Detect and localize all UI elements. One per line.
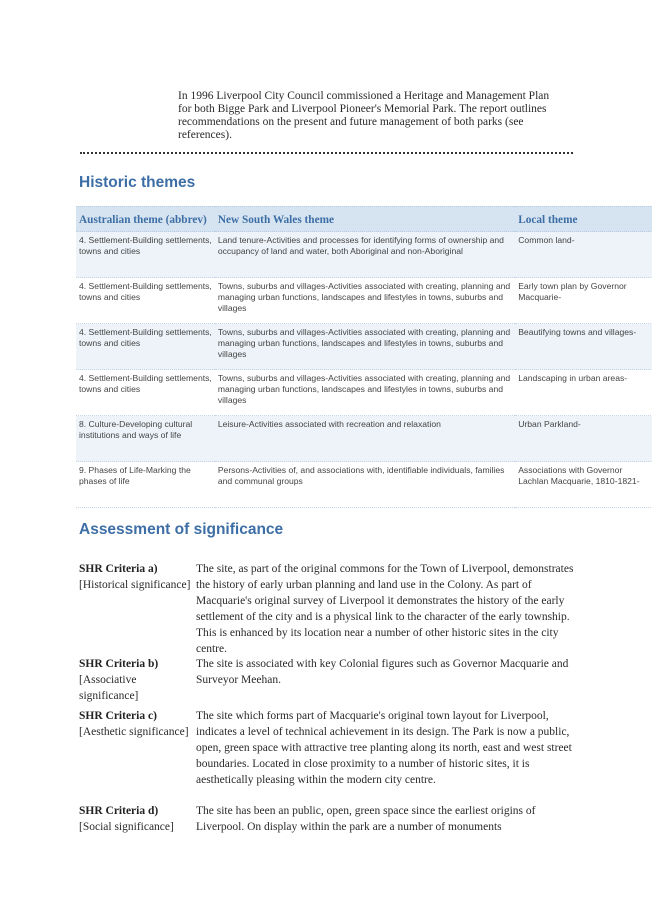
local-theme-cell: Urban Parkland-: [515, 416, 652, 462]
criteria-label: [79, 804, 191, 836]
table-header-row: [76, 206, 652, 232]
table-row: [76, 324, 652, 370]
criteria-title: SHR Criteria a): [79, 563, 158, 575]
criteria-text: The site has been an public, open, green space since the earliest origins of Liverpool. On display within the park are a number of monuments: [196, 805, 536, 833]
local-theme-cell: Associations with Governor Lachlan Macquarie, 1810-1821-: [515, 462, 652, 508]
criteria-label: [79, 657, 191, 705]
table-row: [76, 462, 652, 508]
criteria-title: SHR Criteria c): [79, 710, 157, 722]
criteria-text: The site is associated with key Colonial figures such as Governor Macquarie and Surveyor Meehan.: [196, 658, 569, 686]
table-row: [76, 416, 652, 462]
historic-themes-heading: Historic themes: [79, 174, 196, 191]
australian-theme-cell: 4. Settlement-Building settlements, towns and cities: [76, 370, 215, 416]
criteria-text: The site which forms part of Macquarie's original town layout for Liverpool, indicates a level of technical achievement in its design. The Park is now a public, open, green space with attractive tree planting along its north, east and west street boundaries. Located in close proximity to a number of historic sites, it is aesthetically pleasing within the modern city centre.: [196, 710, 572, 786]
criteria-label: [79, 562, 191, 594]
nsw-theme-cell: Leisure-Activities associated with recreation and relaxation: [215, 416, 515, 462]
local-theme-cell: Beautifying towns and villages-: [515, 324, 652, 370]
column-header-local-theme: Local theme: [515, 206, 652, 232]
australian-theme-cell: 4. Settlement-Building settlements, towns and cities: [76, 232, 215, 278]
table-row: [76, 232, 652, 278]
criteria-title: SHR Criteria b): [79, 658, 159, 670]
column-header-australian-theme: Australian theme (abbrev): [76, 206, 215, 232]
assessment-heading: Assessment of significance: [79, 521, 284, 538]
table-row: [76, 370, 652, 416]
criteria-subtitle: [Social significance]: [79, 820, 174, 833]
table-row: [76, 278, 652, 324]
nsw-theme-cell: Towns, suburbs and villages-Activities associated with creating, planning and managing urban functions, landscapes and lifestyles in towns, suburbs and villages: [215, 278, 515, 324]
criteria-title: SHR Criteria d): [79, 805, 159, 817]
intro-paragraph: In 1996 Liverpool City Council commissioned a Heritage and Management Plan for both Bigge Park and Liverpool Pioneer's Memorial Park. The report outlines recommendations on the present and future management of both parks (see references).: [178, 89, 550, 142]
australian-theme-cell: 4. Settlement-Building settlements, towns and cities: [76, 324, 215, 370]
criteria-text: The site, as part of the original commons for the Town of Liverpool, demonstrates the history of early urban planning and land use in the Colony. As part of Macquarie's original survey of Liverpool it demonstrates the history of the early settlement of the city and is a physical link to the character of the early township. This is enhanced by its location near a number of other historic sites in the city centre.: [196, 563, 574, 655]
dotted-divider: [80, 152, 573, 154]
criteria-label: [79, 709, 191, 741]
australian-theme-cell: 4. Settlement-Building settlements, towns and cities: [76, 278, 215, 324]
nsw-theme-cell: Persons-Activities of, and associations with, identifiable individuals, families and communal groups: [215, 462, 515, 508]
local-theme-cell: Common land-: [515, 232, 652, 278]
local-theme-cell: Early town plan by Governor Macquarie-: [515, 278, 652, 324]
australian-theme-cell: 8. Culture-Developing cultural institutions and ways of life: [76, 416, 215, 462]
criteria-subtitle: [Historical significance]: [79, 578, 191, 591]
nsw-theme-cell: Towns, suburbs and villages-Activities associated with creating, planning and managing urban functions, landscapes and lifestyles in towns, suburbs and villages: [215, 370, 515, 416]
criteria-subtitle: [Aesthetic significance]: [79, 725, 189, 738]
local-theme-cell: Landscaping in urban areas-: [515, 370, 652, 416]
australian-theme-cell: 9. Phases of Life-Marking the phases of life: [76, 462, 215, 508]
column-header-nsw-theme: New South Wales theme: [215, 206, 515, 232]
nsw-theme-cell: Towns, suburbs and villages-Activities associated with creating, planning and managing urban functions, landscapes and lifestyles in towns, suburbs and villages: [215, 324, 515, 370]
criteria-subtitle: [Associative significance]: [79, 673, 139, 702]
historic-themes-table: [76, 206, 652, 508]
nsw-theme-cell: Land tenure-Activities and processes for identifying forms of ownership and occupancy of land and water, both Aboriginal and non-Aboriginal: [215, 232, 515, 278]
